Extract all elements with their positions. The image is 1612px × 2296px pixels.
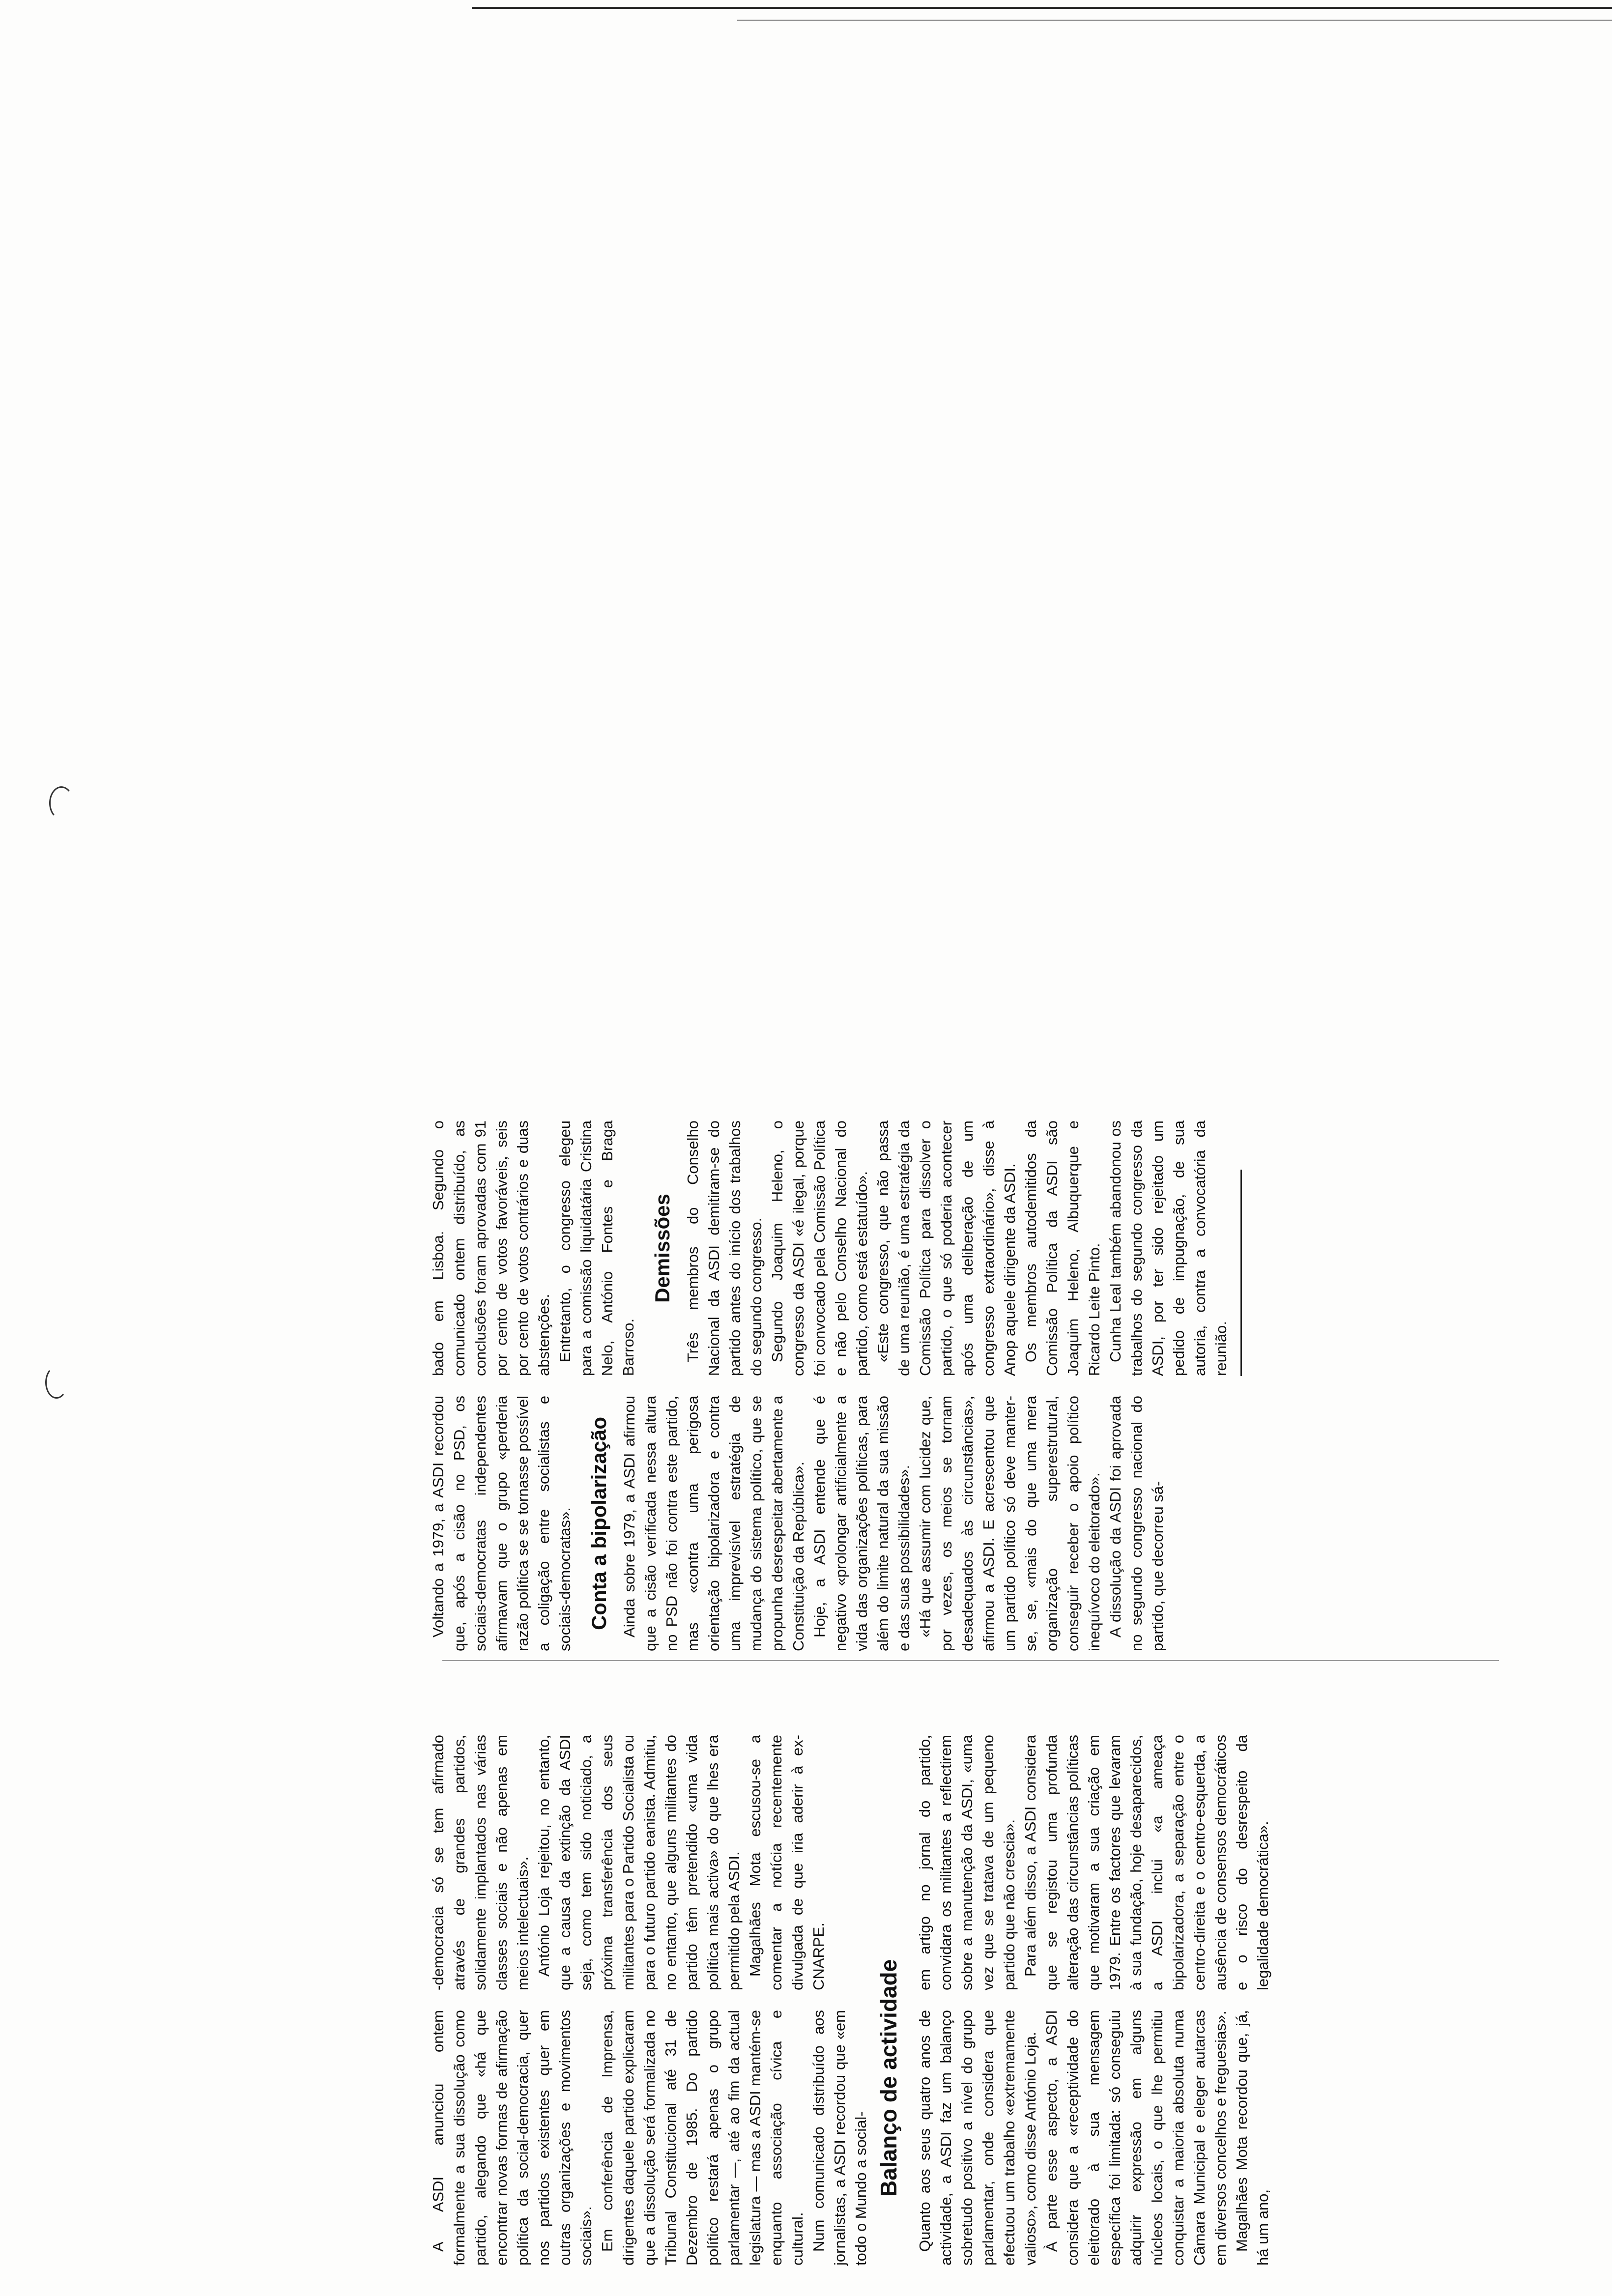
article-column-2 [428,1735,829,1990]
paragraph: «Este congresso, que não passa de uma reunião, é uma estratégia da Comissão Política para dissolver o partido, o que só poderia acontecer após uma deliberação de um congresso extraordinário», disse à Anop aquele dirigente da ASDI. [874,1120,1018,1376]
paragraph: em artigo no jornal do partido, convidara os militantes a reflectirem sobre a manutenção da ASDI, «uma vez que se tratava de um pequeno partido que não crescia». [916,1735,1018,1990]
article-end-rule [1240,1170,1242,1376]
paragraph: «Há que assumir com lucidez que, por vezes, os meios se tornam desadequados às circunstâncias», afirmou a ASDI. E acrescentou que um partido político só deve manter-se, se, «mais do que uma mera organização superestrutural, conseguir receber o apoio político inequívoco do eleitorado». [917,1396,1103,1651]
paragraph: -democracia só se tem afirmado através de grandes partidos, solidamente implantados nas várias classes sociais e não apenas em meios intelectuais». [430,1735,531,1990]
paragraph: Para além disso, a ASDI considera que se registou uma profunda alteração das circunstâncias políticas que motivaram a sua criação em 1979. Entre os factores que levaram à sua fundação, hoje desaparecidos, a ASDI inclui «a ameaça bipolarizadora, a separação entre o centro-direita e o centro-esquerda, a ausência de consensos democráticos e o risco do desrespeito da legalidade democrática». [1022,1735,1271,1990]
newspaper-clipping [428,64,1558,2266]
paragraph: Segundo Joaquim Heleno, o congresso da ASDI «é ilegal, porque foi convocado pela Comissão Política e não pelo Conselho Nacional do partido, como está estatuído». [769,1120,870,1376]
article-column-4 [428,1120,1242,1376]
paragraph: Os membros autodemitidos da Comissão Política da ASDI são Joaquim Heleno, Albuquerque e Ricardo Leite Pinto. [1022,1120,1103,1376]
paragraph: Magalhães Mota recordou que, já, há um ano, [1233,2010,1271,2266]
paragraph: Em conferência de Imprensa, dirigentes daquele partido explicaram que a dissolução será formalizada no Tribunal Constitucional até 31 de Dezembro de 1985. Do partido político restará apenas o grupo parlamentar —, até ao fim da actual legislatura — mas a ASDI mantém-se enquanto associação cívica e cultural. [599,2010,806,2266]
scan-mark [45,1366,68,1399]
paragraph: Entretanto, o congresso elegeu para a comissão liquidatária Cristina Nelo, António Fontes e Braga Barroso. [556,1120,637,1376]
paragraph: Cunha Leal também abandonou os trabalhos do segundo congresso da ASDI, por ter sido rejeitado um pedido de impugnação, de sua autoria, contra a convocatória da reunião. [1107,1120,1230,1376]
paragraph: Três membros do Conselho Nacional da ASDI demitiram-se do partido antes do início dos trabalhos do segundo congresso. [684,1120,765,1376]
article-column-1 [428,2010,871,2266]
paragraph: A ASDI anunciou ontem formalmente a sua dissolução como partido, alegando que «há que encontrar novas formas de afirmação política da social-democracia, quer nos partidos existentes quer em outras organizações e movimentos sociais». [430,2010,595,2266]
paragraph: Voltando a 1979, a ASDI recordou que, após a cisão no PSD, os sociais-democratas independentes afirmavam que o grupo «perderia razão política se se tornasse possível a coligação entre socialistas e sociais-democratas». [430,1396,574,1651]
paragraph: Ainda sobre 1979, a ASDI afirmou que a cisão verificada nessa altura no PSD não foi contra este partido, mas «contra uma perigosa orientação bipolarizadora e contra uma imprevisível estratégia de mudança do sistema político, que se propunha desrespeitar abertamente a Constituição da República». [621,1396,807,1651]
paragraph: Hoje, a ASDI entende que é negativo «prolongar artificialmente a vida das organizações políticas, para além do limite natural da sua missão e das suas possibilidades». [811,1396,913,1651]
paragraph: À parte esse aspecto, a ASDI considera que a «receptividade do eleitorado à sua mensagem específica foi limitada: só conseguiu adquirir expressão em alguns núcleos locais, o que lhe permitiu conquistar a maioria absoluta numa Câmara Municipal e eleger autarcas em diversos concelhos e freguesias». [1043,2010,1229,2266]
section-heading-bipolarizacao: Conta a bipolarização [587,1416,610,1631]
scanner-edge-line [737,20,1612,21]
column-divider [442,1660,1499,1661]
article-column-1-lower [914,2010,1273,2266]
scan-mark [49,786,74,820]
section-heading-demissoes: Demissões [651,1194,674,1303]
paragraph: António Loja rejeitou, no entanto, que a causa da extinção da ASDI seja, como tem sido noticiado, a próxima transferência dos seus militantes para o Partido Socialista ou para o futuro partido eanista. Admitiu, no entanto, que alguns militantes do partido têm pretendido «uma vida política mais activa» do que lhes era permitido pela ASDI. [535,1735,743,1990]
paragraph: A dissolução da ASDI foi aprovada no segundo congresso nacional do partido, que decorreu sá- [1107,1396,1166,1651]
section-heading-balanco: Balanço de actividade [876,1959,901,2197]
article-column-2-lower [914,1735,1273,1990]
paragraph: Num comunicado distribuído aos jornalistas, a ASDI recordou que «em todo o Mundo a social- [810,2010,869,2266]
article-column-3 [428,1396,1168,1651]
paragraph: bado em Lisboa. Segundo o comunicado ontem distribuído, as conclusões foram aprovadas com 91 por cento de votos favoráveis, seis por cento de votos contrários e duas abstenções. [430,1120,552,1376]
scanner-edge-line [472,7,1612,9]
paragraph: Quanto aos seus quatro anos de actividade, a ASDI faz um balanço sobretudo positivo a nível do grupo parlamentar, onde considera que efectuou um trabalho «extremamente valioso», como disse António Loja. [916,2010,1039,2266]
paragraph: Magalhães Mota escusou-se a comentar a notícia recentemente divulgada de que iria aderir à ex-CNARPE. [747,1735,827,1990]
